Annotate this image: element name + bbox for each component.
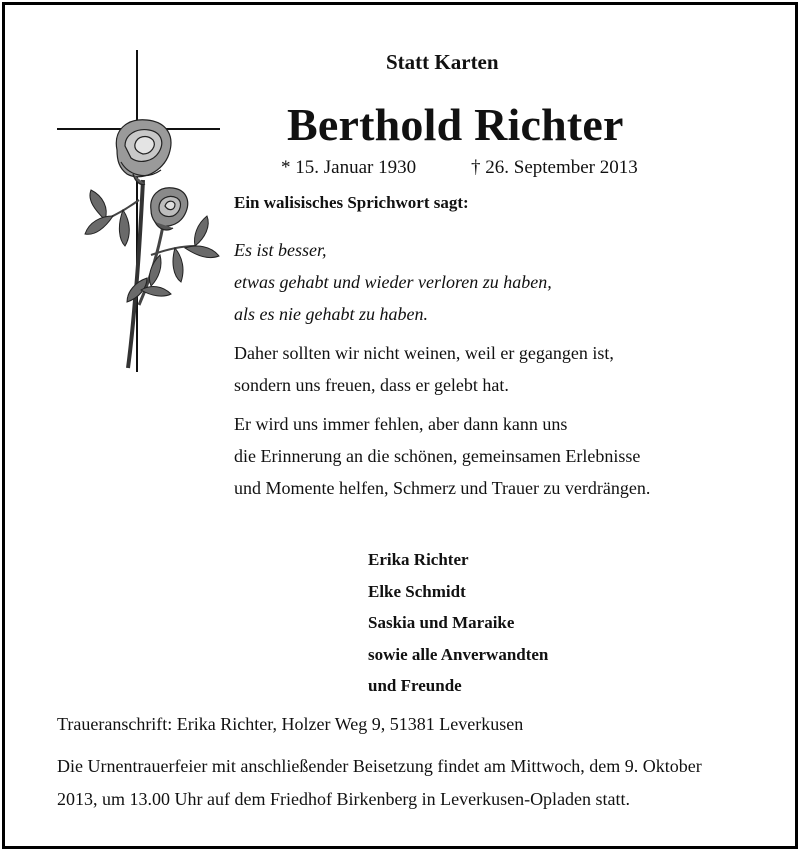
paragraph-line: und Momente helfen, Schmerz und Trauer zu verdrängen. [234, 478, 651, 498]
quote-line: Es ist besser, [234, 240, 327, 260]
mourners-list [368, 544, 548, 702]
mourner-name: sowie alle Anverwandten [368, 644, 549, 664]
birth-date: * 15. Januar 1930 [281, 157, 417, 178]
paragraph-line: Er wird uns immer fehlen, aber dann kann uns [234, 414, 568, 434]
mourner-name: Erika Richter [368, 550, 469, 569]
paragraph-line: die Erinnerung an die schönen, gemeinsamen Erlebnisse [234, 446, 641, 466]
deceased-name: Berthold Richter [287, 99, 624, 150]
cross-with-rose-icon [55, 50, 225, 380]
paragraph-line: sondern uns freuen, dass er gelebt hat. [234, 375, 509, 395]
paragraph-line: Daher sollten wir nicht weinen, weil er gegangen ist, [234, 343, 614, 363]
mourning-address: Traueranschrift: Erika Richter, Holzer Weg 9, 51381 Leverkusen [57, 714, 524, 734]
paragraph-two [234, 408, 650, 504]
ceremony-line: Die Urnentrauerfeier mit anschließender Beisetzung findet am Mittwoch, dem 9. Oktober [57, 756, 702, 776]
quote-line: etwas gehabt und wieder verloren zu haben, [234, 272, 552, 292]
proverb-quote [234, 234, 552, 330]
quote-line: als es nie gehabt zu haben. [234, 304, 428, 324]
mourner-name: und Freunde [368, 676, 462, 695]
ceremony-line: 2013, um 13.00 Uhr auf dem Friedhof Birkenberg in Leverkusen-Opladen statt. [57, 789, 631, 809]
ceremony-info [57, 750, 702, 816]
paragraph-one [234, 337, 614, 401]
notice-header: Statt Karten [386, 50, 499, 74]
mourner-name: Saskia und Maraike [368, 613, 515, 632]
death-date: † 26. September 2013 [471, 157, 638, 178]
mourner-name: Elke Schmidt [368, 581, 466, 601]
proverb-intro: Ein walisisches Sprichwort sagt: [234, 193, 469, 212]
